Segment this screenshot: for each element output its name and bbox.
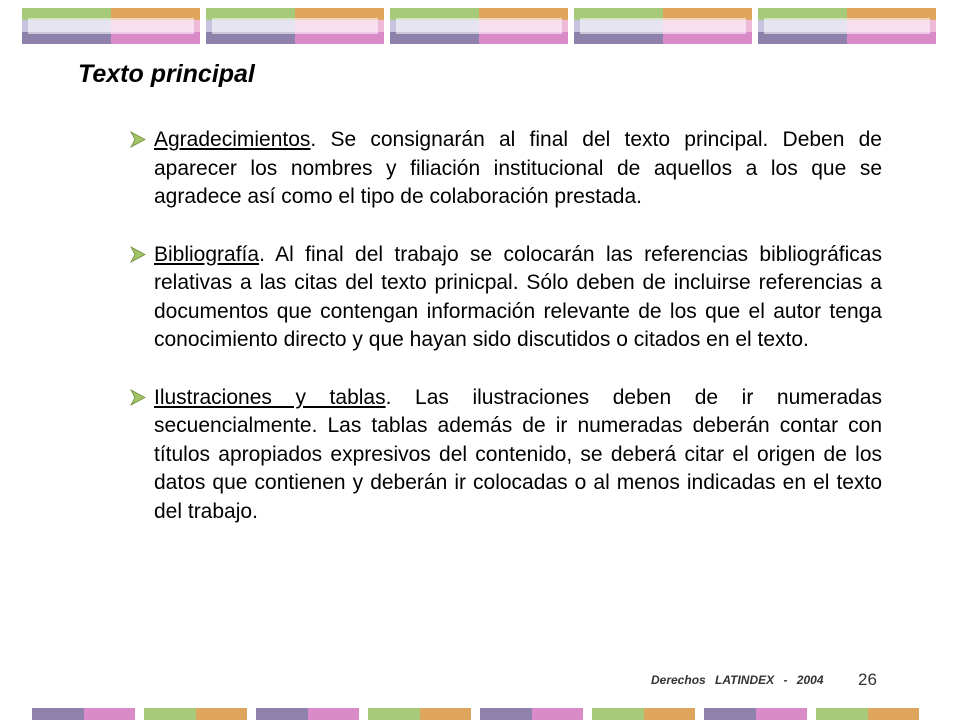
list-item-text: [154, 126, 882, 212]
list-item: [130, 126, 882, 212]
list-item: [130, 241, 882, 355]
page-title: Texto principal: [78, 60, 255, 88]
arrow-bullet-icon: [130, 389, 146, 406]
list-item-text: [154, 384, 882, 527]
header-decoration-block: [206, 8, 384, 44]
arrow-bullet-icon: [130, 246, 146, 263]
list-item-term: Bibliografía: [154, 242, 260, 266]
arrow-bullet-icon: [130, 131, 146, 148]
footer-credit: Derechos LATINDEX - 2004: [651, 673, 824, 687]
content-list: [130, 126, 882, 555]
list-item: [130, 384, 882, 527]
list-item-body: . Al final del trabajo se colocarán las referencias bibliográficas relativas a las citas del texto prinicpal. Sólo deben de incluirse referencias a documentos que contengan información relevante de los que el autor tenga conocimiento directo y que hayan sido discutidos o citados en el texto.: [154, 242, 882, 351]
footer-decoration: [32, 708, 942, 720]
list-item-body: . Se consignarán al final del texto principal. Deben de aparecer los nombres y filiación institucional de aquellos a los que se agradece así como el tipo de colaboración prestada.: [154, 128, 882, 208]
list-item-text: [154, 241, 882, 355]
list-item-term: Agradecimientos: [154, 128, 311, 151]
header-decoration-block: [22, 8, 200, 44]
list-item-term: Ilustraciones y tablas: [154, 385, 386, 409]
header-decoration: [22, 8, 938, 44]
list-item-body: . Las ilustraciones deben de ir numeradas secuencialmente. Las tablas además de ir numeradas deberán contar con títulos apropiados expresivos del contenido, se deberá citar el origen de los datos que contienen y deberán ir colocadas o al menos indicadas en el texto del trabajo.: [154, 385, 882, 523]
header-decoration-block: [574, 8, 752, 44]
page-number: 26: [858, 670, 877, 689]
header-decoration-block: [758, 8, 936, 44]
header-decoration-block: [390, 8, 568, 44]
